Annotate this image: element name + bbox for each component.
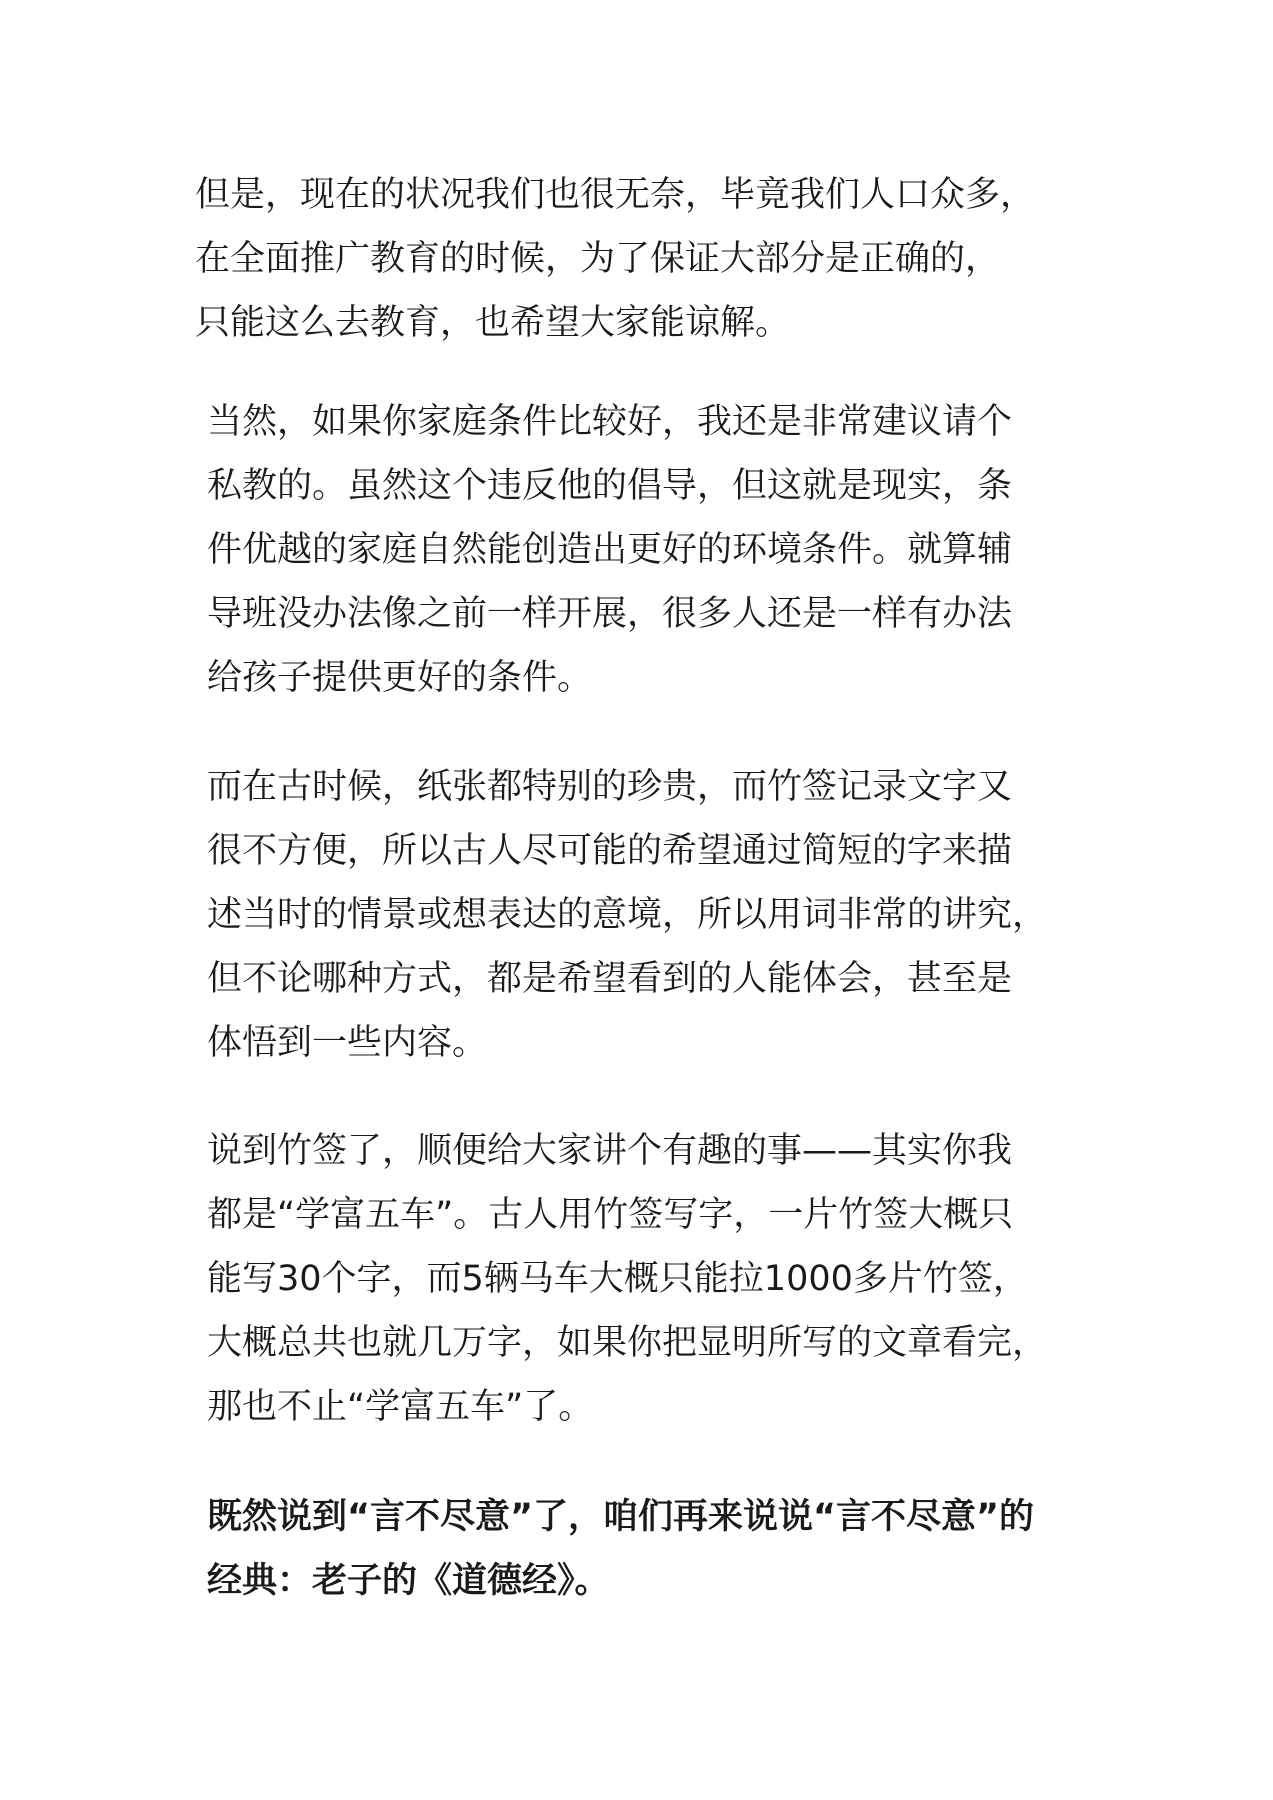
paragraph-3-line-4: 但不论哪种方式，都是希望看到的人能体会，甚至是 bbox=[207, 959, 1013, 999]
paragraph-3-line-2: 很不方便，所以古人尽可能的希望通过简短的字来描 bbox=[207, 831, 1013, 871]
paragraph-1 bbox=[195, 163, 1075, 355]
paragraph-4-line-5: 那也不止“学富五车”了。 bbox=[207, 1387, 594, 1427]
paragraph-4-line-4: 大概总共也就几万字，如果你把显明所写的文章看完， bbox=[207, 1323, 1048, 1363]
paragraph-3 bbox=[207, 755, 1087, 1075]
paragraph-3-line-3: 述当时的情景或想表达的意境，所以用词非常的讲究， bbox=[207, 895, 1048, 935]
paragraph-2-line-5: 给孩子提供更好的条件。 bbox=[207, 658, 593, 698]
paragraph-1-line-2: 在全面推广教育的时候，为了保证大部分是正确的， bbox=[195, 239, 1001, 279]
paragraph-1-line-3: 只能这么去教育，也希望大家能谅解。 bbox=[195, 303, 791, 343]
paragraph-5-line-2: 经典：老子的《道德经》。 bbox=[207, 1561, 610, 1601]
paragraph-4-line-3: 能写30个字，而5辆马车大概只能拉1000多片竹签， bbox=[207, 1259, 1028, 1299]
paragraph-2-line-3: 件优越的家庭自然能创造出更好的环境条件。就算辅 bbox=[207, 530, 1013, 570]
paragraph-5-bold bbox=[207, 1485, 1087, 1613]
paragraph-4-line-2: 都是“学富五车”。古人用竹签写字，一片竹签大概只 bbox=[207, 1195, 1014, 1235]
paragraph-2-line-1: 当然，如果你家庭条件比较好，我还是非常建议请个 bbox=[207, 402, 1013, 442]
paragraph-5-line-1: 既然说到“言不尽意”了，咱们再来说说“言不尽意”的 bbox=[207, 1497, 1035, 1537]
paragraph-2-line-2: 私教的。虽然这个违反他的倡导，但这就是现实，条 bbox=[207, 466, 1013, 506]
paragraph-4 bbox=[207, 1119, 1087, 1439]
paragraph-2-line-4: 导班没办法像之前一样开展，很多人还是一样有办法 bbox=[207, 594, 1013, 634]
paragraph-3-line-1: 而在古时候，纸张都特别的珍贵，而竹签记录文字又 bbox=[207, 767, 1013, 807]
paragraph-4-line-1: 说到竹签了，顺便给大家讲个有趣的事——其实你我 bbox=[207, 1131, 1013, 1171]
paragraph-1-line-1: 但是，现在的状况我们也很无奈，毕竟我们人口众多， bbox=[195, 175, 1036, 215]
paragraph-2 bbox=[207, 390, 1087, 710]
paragraph-3-line-5: 体悟到一些内容。 bbox=[207, 1023, 488, 1063]
